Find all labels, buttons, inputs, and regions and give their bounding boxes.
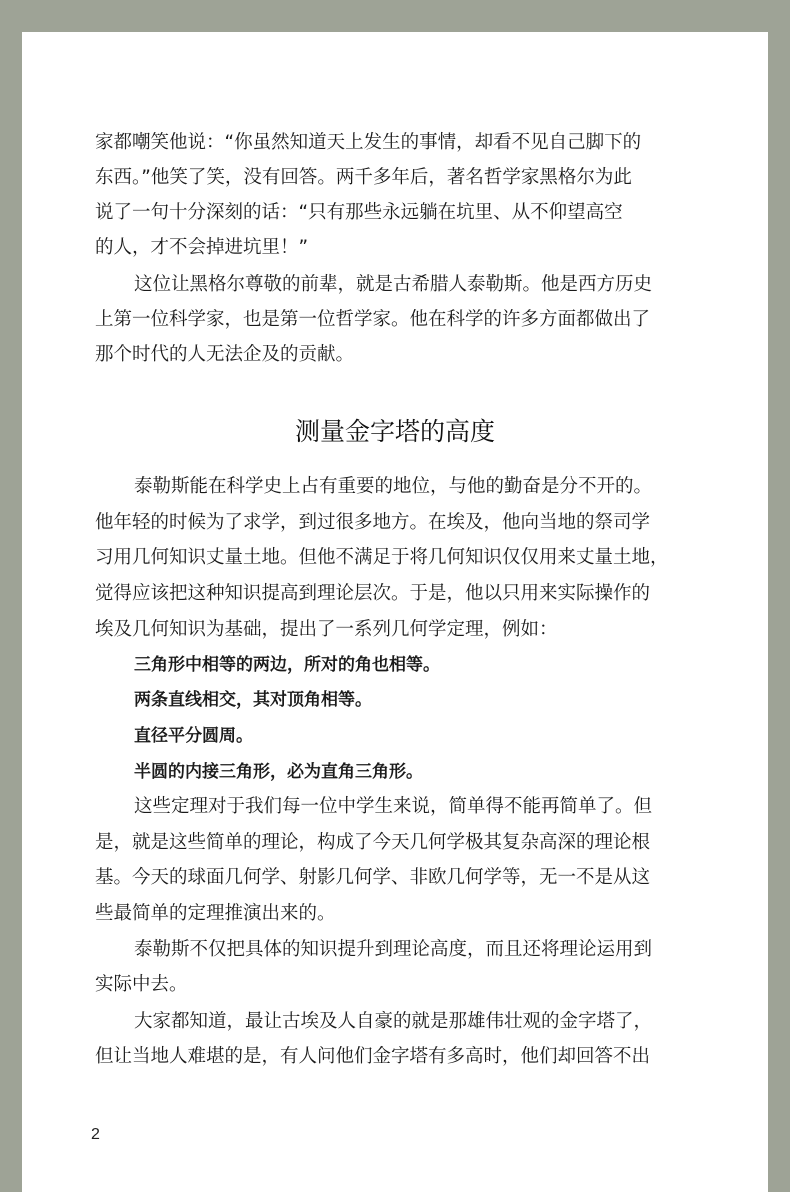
text-line: 那个时代的人无法企及的贡献。: [95, 344, 355, 365]
text-line: 东西。”他笑了笑，没有回答。两千多年后，著名哲学家黑格尔为此: [95, 167, 632, 188]
text-line: 家都嘲笑他说：“你虽然知道天上发生的事情，却看不见自己脚下的: [95, 132, 642, 153]
text-line: 这些定理对于我们每一位中学生来说，简单得不能再简单了。但: [134, 796, 653, 817]
text-line: 大家都知道，最让古埃及人自豪的就是那雄伟壮观的金字塔了，: [134, 1011, 653, 1032]
text-line: 些最简单的定理推演出来的。: [95, 903, 336, 924]
theorem-item: 直径平分圆周。: [134, 726, 253, 746]
text-line: 是，就是这些简单的理论，构成了今天几何学极其复杂高深的理论根: [95, 832, 651, 853]
text-line: 基。今天的球面几何学、射影几何学、非欧几何学等，无一不是从这: [95, 867, 651, 888]
page-number: 2: [91, 1126, 100, 1143]
text-line: 习用几何知识丈量土地。但他不满足于将几何知识仅仅用来丈量土地，: [95, 547, 669, 568]
text-line: 说了一句十分深刻的话：“只有那些永远躺在坑里、从不仰望高空: [95, 202, 623, 223]
theorem-item: 半圆的内接三角形，必为直角三角形。: [134, 762, 423, 782]
text-line: 实际中去。: [95, 974, 188, 995]
text-line: 这位让黑格尔尊敬的前辈，就是古希腊人泰勒斯。他是西方历史: [134, 274, 653, 295]
text-line: 但让当地人难堪的是，有人问他们金字塔有多高时，他们却回答不出: [95, 1046, 651, 1067]
text-line: 的人，才不会掉进坑里！”: [95, 237, 309, 258]
text-line: 上第一位科学家，也是第一位哲学家。他在科学的许多方面都做出了: [95, 309, 651, 330]
theorem-item: 三角形中相等的两边，所对的角也相等。: [134, 655, 440, 675]
text-line: 泰勒斯不仅把具体的知识提升到理论高度，而且还将理论运用到: [134, 939, 653, 960]
text-line: 泰勒斯能在科学史上占有重要的地位，与他的勤奋是分不开的。: [134, 476, 653, 497]
text-line: 他年轻的时候为了求学，到过很多地方。在埃及，他向当地的祭司学: [95, 512, 651, 533]
section-heading: 测量金字塔的高度: [294, 417, 495, 446]
book-page: [22, 32, 768, 1192]
theorem-item: 两条直线相交，其对顶角相等。: [134, 690, 372, 710]
text-line: 埃及几何知识为基础，提出了一系列几何学定理，例如：: [95, 619, 558, 640]
text-line: 觉得应该把这种知识提高到理论层次。于是，他以只用来实际操作的: [95, 583, 651, 604]
